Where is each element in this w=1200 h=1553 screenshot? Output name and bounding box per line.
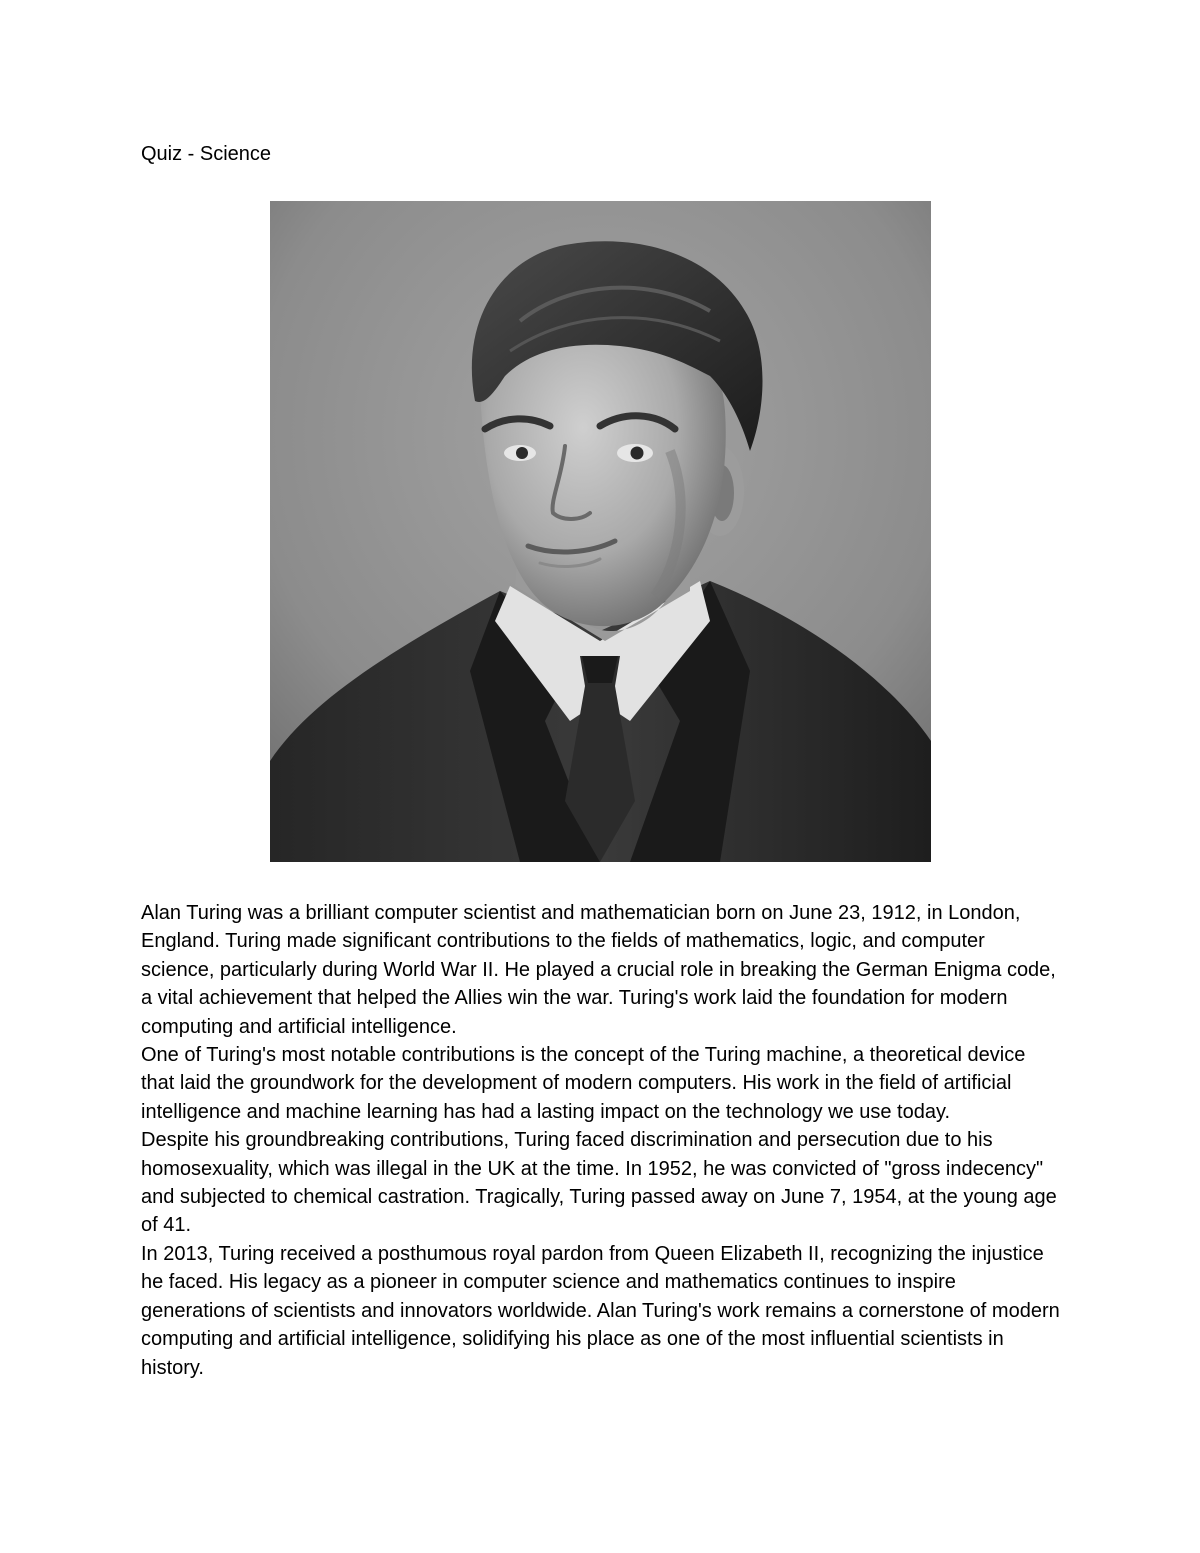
paragraph-2: One of Turing's most notable contributions is the concept of the Turing machine, a theoretical device that laid the groundwork for the development of modern computers. His work in the field of artificial intelligence and machine learning has had a lasting impact on the technology we use today. — [141, 1044, 1026, 1123]
document-title: Quiz - Science — [141, 143, 272, 165]
paragraph-1: Alan Turing was a brilliant computer scientist and mathematician born on June 23, 1912, in London, England. Turing made significant contributions to the fields of mathematics, logic, and computer science, particularly during World War II. He played a crucial role in breaking the German Enigma code, a vital achievement that helped the Allies win the war. Turing's work laid the foundation for modern computing and artificial intelligence. — [141, 902, 1056, 1038]
paragraph-3: Despite his groundbreaking contributions, Turing faced discrimination and persecution due to his homosexuality, which was illegal in the UK at the time. In 1952, he was convicted of "gross indecency" and subjected to chemical castration. Tragically, Turing passed away on June 7, 1954, at the young age of 41. — [141, 1129, 1057, 1237]
article-body — [141, 899, 1061, 1382]
portrait-photo-graphic — [270, 201, 931, 862]
paragraph-4: In 2013, Turing received a posthumous royal pardon from Queen Elizabeth II, recognizing the injustice he faced. His legacy as a pioneer in computer science and mathematics continues to inspire generations of scientists and innovators worldwide. Alan Turing's work remains a cornerstone of modern computing and artificial intelligence, solidifying his place as one of the most influential scientists in history. — [141, 1242, 1060, 1379]
portrait-photo — [270, 201, 931, 862]
